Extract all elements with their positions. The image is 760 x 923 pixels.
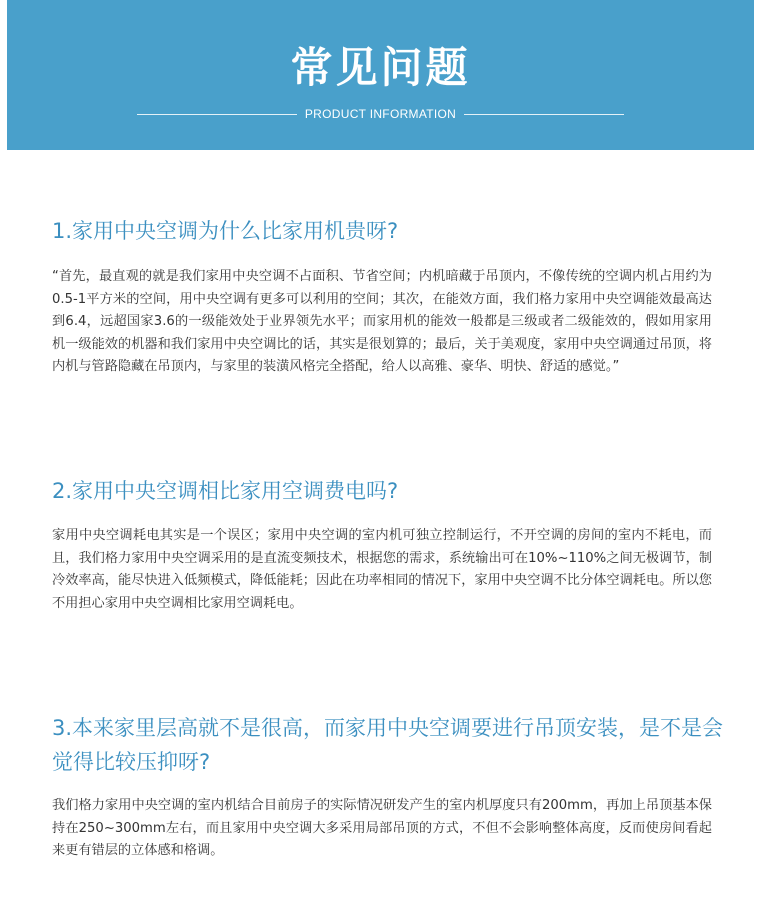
faq-question-1: 1.家用中央空调为什么比家用机贵呀? [52, 219, 399, 243]
subtitle-left-divider [137, 114, 297, 115]
faq-question-2: 2.家用中央空调相比家用空调费电吗? [52, 479, 399, 503]
faq-answer-2: 家用中央空调耗电其实是一个误区；家用中央空调的室内机可独立控制运行，不开空调的房间的室内不耗电，而且，我们格力家用中央空调采用的是直流变频技术，根据您的需求，系统输出可在10%~110%之间无极调节，制冷效率高，能尽快进入低频模式，降低能耗；因此在功率相同的情况下，家用中央空调不比分体空调耗电。所以您不用担心家用中央空调相比家用空调耗电。 [52, 528, 712, 611]
page-title: 常见问题 [290, 43, 471, 92]
subtitle-row [7, 104, 754, 124]
subtitle-right-divider [464, 114, 624, 115]
header-banner [7, 0, 754, 150]
faq-answer-3: 我们格力家用中央空调的室内机结合目前房子的实际情况研发产生的室内机厚度只有200mm，再加上吊顶基本保持在250~300mm左右，而且家用中央空调大多采用局部吊顶的方式，不但不会影响整体高度，反而使房间看起来更有错层的立体感和格调。 [52, 798, 712, 859]
faq-question-3: 3.本来家里层高就不是很高，而家用中央空调要进行吊顶安装，是不是会觉得比较压抑呀? [52, 716, 724, 774]
page-subtitle: PRODUCT INFORMATION [304, 107, 457, 121]
faq-answer-1: “首先，最直观的就是我们家用中央空调不占面积、节省空间；内机暗藏于吊顶内，不像传统的空调内机占用约为0.5-1平方米的空间，用中央空调有更多可以利用的空间；其次，在能效方面，我们格力家用中央空调能效最高达到6.4，远超国家3.6的一级能效处于业界领先水平；而家用机的能效一般都是三级或者二级能效的，假如用家用机一级能效的机器和我们家用中央空调比的话，其实是很划算的；最后，关于美观度，家用中央空调通过吊顶，将内机与管路隐藏在吊顶内，与家里的装潢风格完全搭配，给人以高雅、豪华、明快、舒适的感觉。” [52, 269, 712, 375]
